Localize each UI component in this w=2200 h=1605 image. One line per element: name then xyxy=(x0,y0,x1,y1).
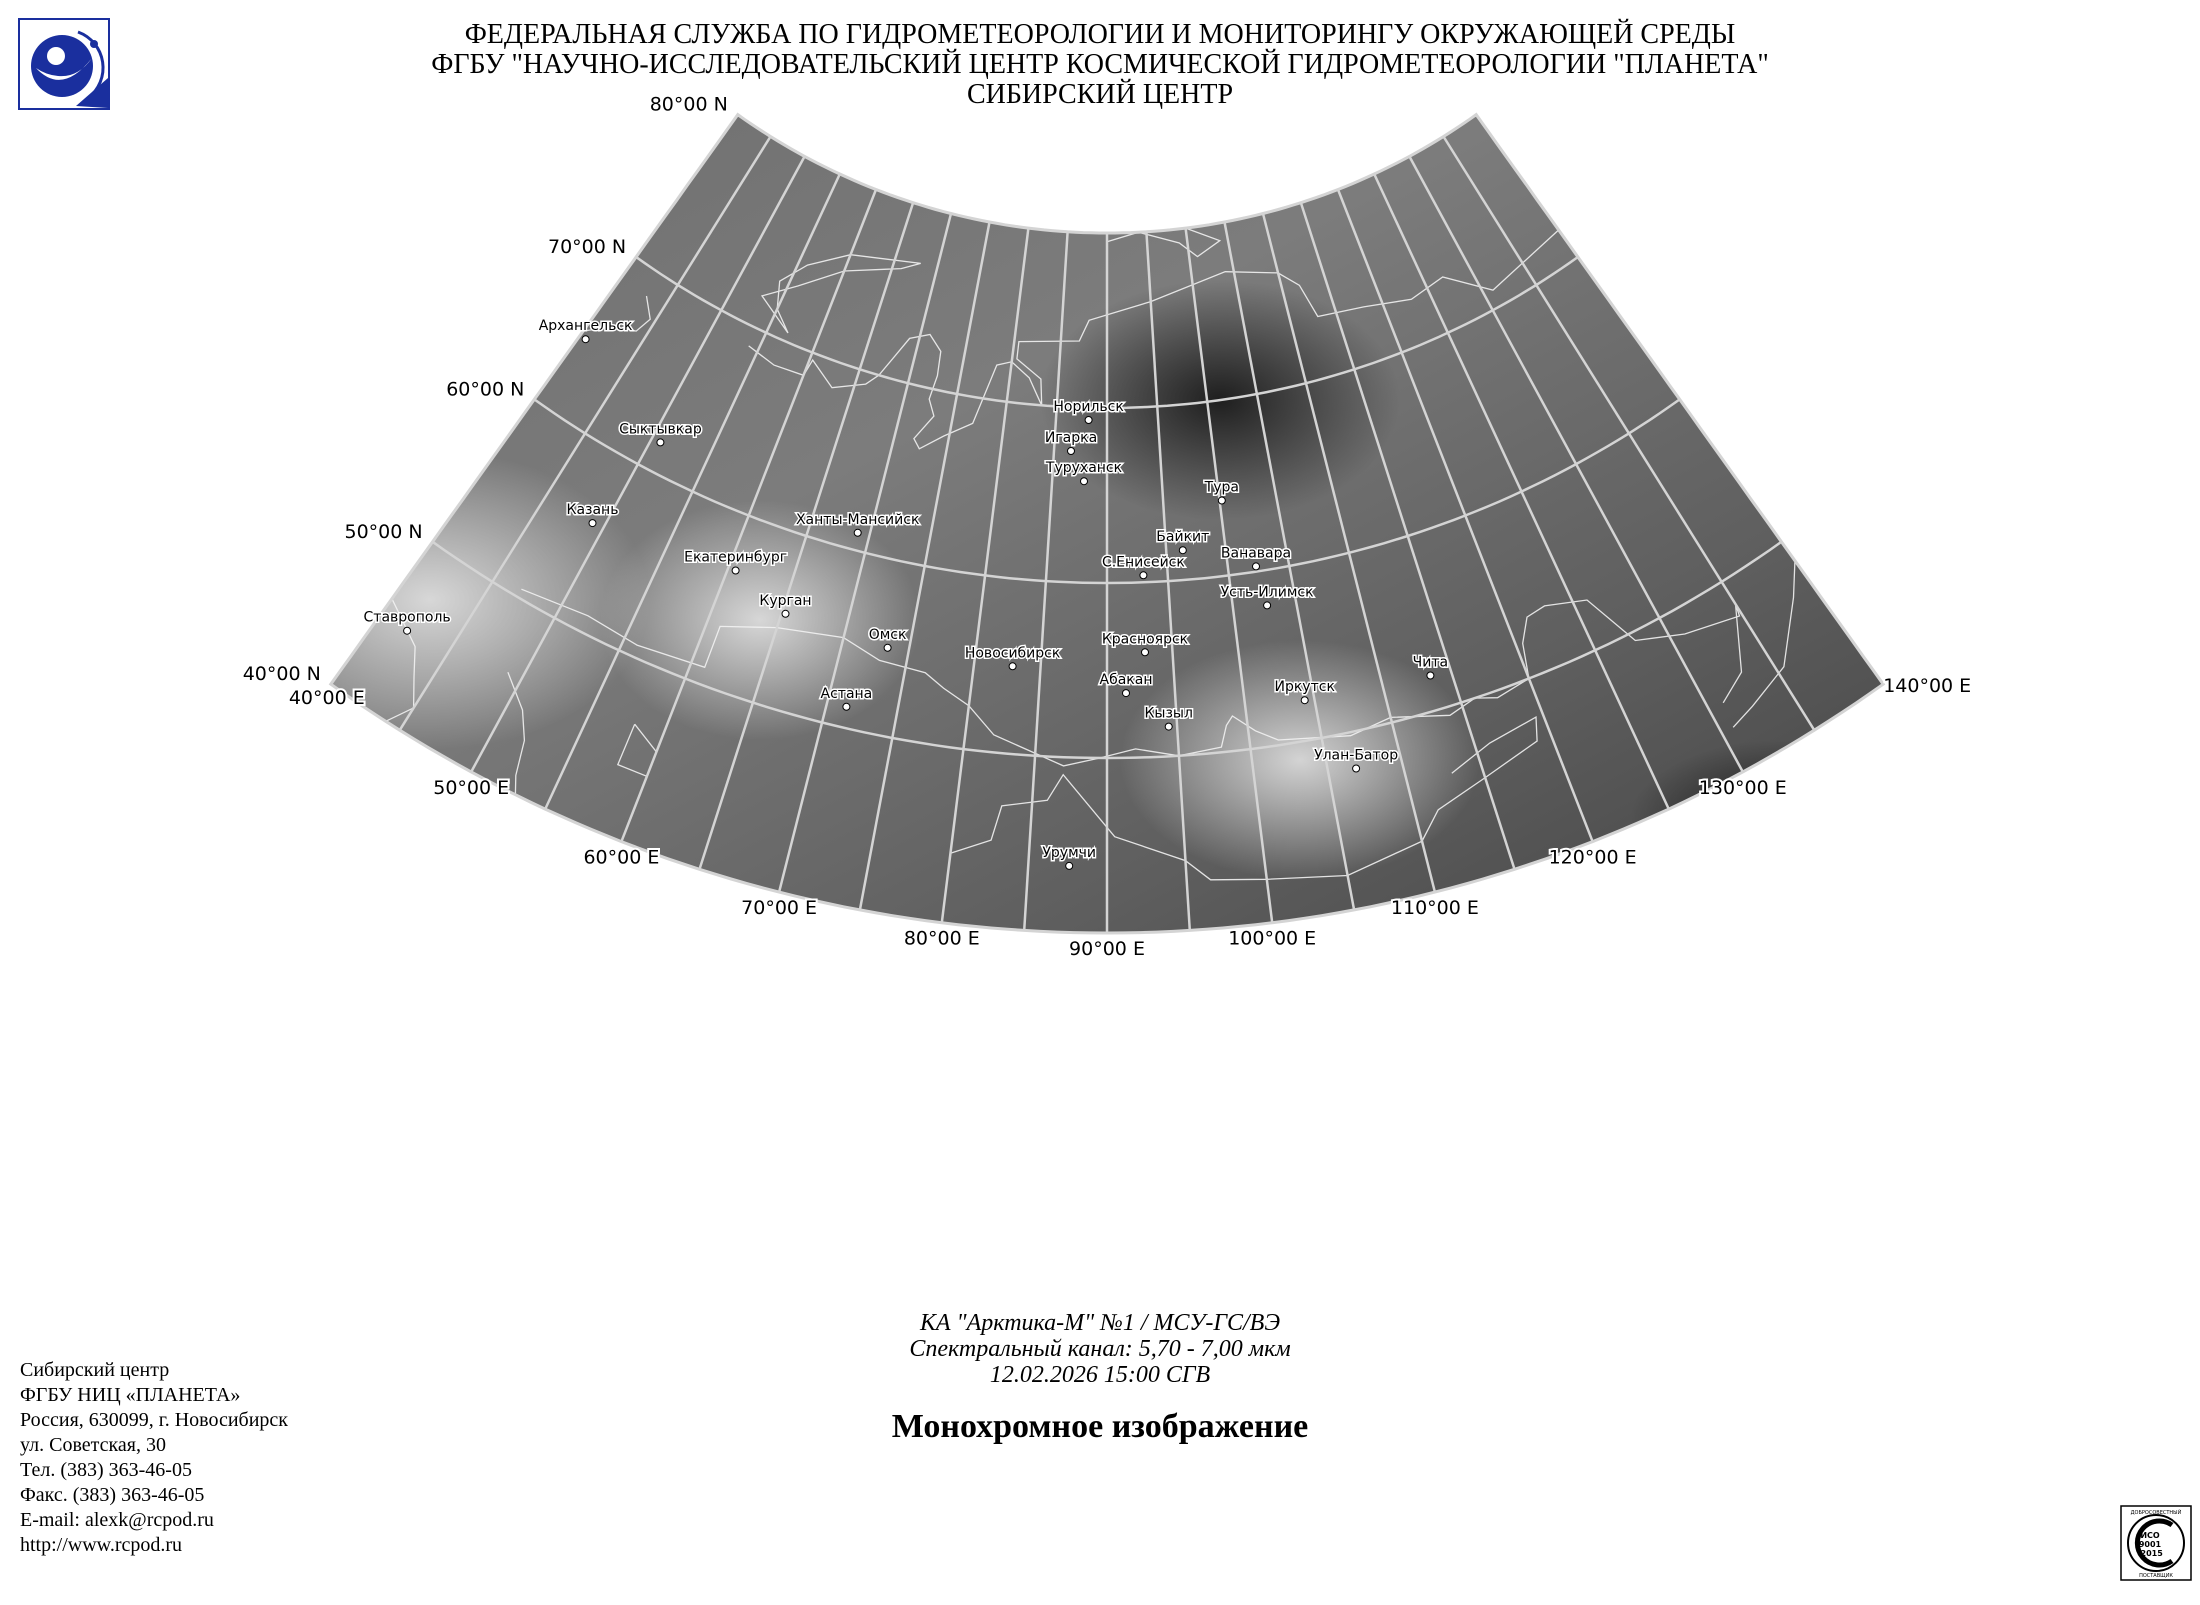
city-label: Чита xyxy=(1412,654,1449,671)
address-line-org: ФГБУ НИЦ «ПЛАНЕТА» xyxy=(20,1384,241,1406)
city-label: Иркутск xyxy=(1274,679,1335,696)
lon-label-50: 50°00 E xyxy=(433,776,510,799)
address-line-street: ул. Советская, 30 xyxy=(20,1434,166,1456)
lon-label-90: 90°00 E xyxy=(1069,938,1145,960)
city-label: Байкит xyxy=(1156,529,1210,546)
city-label: Архангельск xyxy=(538,318,633,335)
header-line-center: СИБИРСКИЙ ЦЕНТР xyxy=(966,79,1234,110)
image-title: Монохромное изображение xyxy=(891,1408,1309,1445)
lat-label-60: 60°00 N xyxy=(446,378,525,401)
city-dot-icon xyxy=(1218,497,1225,504)
caption-channel: Спектральный канал: 5,70 - 7,00 мкм xyxy=(909,1336,1291,1362)
city-dot-icon xyxy=(782,610,789,617)
lon-label-80: 80°00 E xyxy=(903,927,980,950)
caption-satellite: КА "Арктика-М" №1 / МСУ-ГС/ВЭ xyxy=(919,1310,1281,1336)
cloud-mass xyxy=(1080,940,1520,1080)
city-label: Игарка xyxy=(1044,430,1098,446)
city-label: Ванавара xyxy=(1220,545,1292,562)
city-dot-icon xyxy=(1253,563,1260,570)
city-dot-icon xyxy=(1140,572,1147,579)
city-dot-icon xyxy=(884,644,891,651)
city-label: Омск xyxy=(868,626,907,643)
city-dot-icon xyxy=(657,439,664,446)
city-dot-icon xyxy=(732,567,739,574)
city-dot-icon xyxy=(1165,723,1172,730)
lat-label-70: 70°00 N xyxy=(547,236,627,258)
lon-label-40: 40°00 E xyxy=(288,687,365,710)
iso-badge-line1: ИСО xyxy=(2140,1531,2160,1540)
city-label: Екатеринбург xyxy=(684,549,788,566)
city-dot-icon xyxy=(1142,649,1149,656)
city-dot-icon xyxy=(1085,417,1092,424)
lat-label-40: 40°00 N xyxy=(242,663,321,686)
cloud-mass xyxy=(340,980,700,1100)
city-label: Новосибирск xyxy=(964,645,1061,662)
lat-label-80: 80°00 N xyxy=(649,93,728,116)
city-label: Туруханск xyxy=(1045,460,1123,477)
lon-label-100: 100°00 E xyxy=(1228,927,1317,950)
iso-certification-badge-icon xyxy=(2120,1505,2192,1581)
city-dot-icon xyxy=(1081,478,1088,485)
city-label: Кызыл xyxy=(1144,705,1193,722)
address-line-email[interactable]: E-mail: alexk@rcpod.ru xyxy=(20,1509,214,1531)
lon-label-140: 140°00 E xyxy=(1883,675,1972,698)
iso-badge-bottom: ПОСТАВЩИК xyxy=(2139,1573,2173,1579)
city-dot-icon xyxy=(1264,602,1271,609)
address-line-phone: Тел. (383) 363-46-05 xyxy=(20,1459,192,1481)
city-label: Ханты-Мансийск xyxy=(795,511,920,528)
city-dot-icon xyxy=(582,336,589,343)
caption-datetime: 12.02.2026 15:00 СГВ xyxy=(989,1362,1211,1388)
city-dot-icon xyxy=(589,520,596,527)
header-line-institute: ФГБУ "НАУЧНО-ИССЛЕДОВАТЕЛЬСКИЙ ЦЕНТР КОСМИЧЕСКОЙ ГИДРОМЕТЕОРОЛОГИИ "ПЛАНЕТА" xyxy=(431,49,1769,80)
city-label: Тура xyxy=(1204,479,1239,496)
city-dot-icon xyxy=(854,529,861,536)
city-label: Улан-Батор xyxy=(1314,747,1399,764)
contact-address xyxy=(20,1358,288,1558)
city-dot-icon xyxy=(1179,547,1186,554)
lon-label-120: 120°00 E xyxy=(1548,846,1637,869)
lat-label-50: 50°00 N xyxy=(344,520,423,543)
iso-badge-line2: 9001 xyxy=(2138,1540,2162,1549)
city-dot-icon xyxy=(1068,448,1075,455)
city-label: Абакан xyxy=(1099,672,1153,689)
city-label: Ставрополь xyxy=(363,609,451,626)
image-caption xyxy=(0,1310,2200,1388)
address-line-fax: Факс. (383) 363-46-05 xyxy=(20,1484,205,1506)
city-dot-icon xyxy=(404,627,411,634)
address-line-center: Сибирский центр xyxy=(20,1359,170,1381)
city-label: Норильск xyxy=(1053,399,1124,415)
city-dot-icon xyxy=(1123,690,1130,697)
cloud-mass xyxy=(210,450,650,750)
city-dot-icon xyxy=(1009,663,1016,670)
lon-label-60: 60°00 E xyxy=(583,846,660,869)
header-line-agency: ФЕДЕРАЛЬНАЯ СЛУЖБА ПО ГИДРОМЕТЕОРОЛОГИИ И МОНИТОРИНГУ ОКРУЖАЮЩЕЙ СРЕДЫ xyxy=(464,19,1736,50)
city-dot-icon xyxy=(1066,862,1073,869)
address-line-website[interactable]: http://www.rcpod.ru xyxy=(20,1534,183,1556)
cloud-mass xyxy=(500,1000,1020,1160)
city-dot-icon xyxy=(1301,697,1308,704)
address-line-city: Россия, 630099, г. Новосибирск xyxy=(20,1409,289,1431)
city-label: Сыктывкар xyxy=(619,421,702,438)
city-label: Усть-Илимск xyxy=(1220,584,1314,601)
city-label: Курган xyxy=(759,592,812,609)
city-label: Казань xyxy=(566,502,619,519)
iso-badge-line3: -2015 xyxy=(2137,1549,2163,1558)
dry-air-mass xyxy=(1630,740,1930,900)
city-label: Урумчи xyxy=(1042,844,1097,861)
city-label: С.Енисейск xyxy=(1101,554,1185,571)
city-label: Красноярск xyxy=(1101,631,1189,648)
city-dot-icon xyxy=(1427,672,1434,679)
iso-badge-top: ДОБРОСОВЕСТНЫЙ xyxy=(2130,1510,2182,1516)
city-label: Астана xyxy=(820,685,873,702)
city-dot-icon xyxy=(1353,765,1360,772)
lon-label-70: 70°00 E xyxy=(741,897,818,920)
city-dot-icon xyxy=(843,703,850,710)
lon-label-110: 110°00 E xyxy=(1390,897,1479,920)
lon-label-130: 130°00 E xyxy=(1698,776,1787,799)
